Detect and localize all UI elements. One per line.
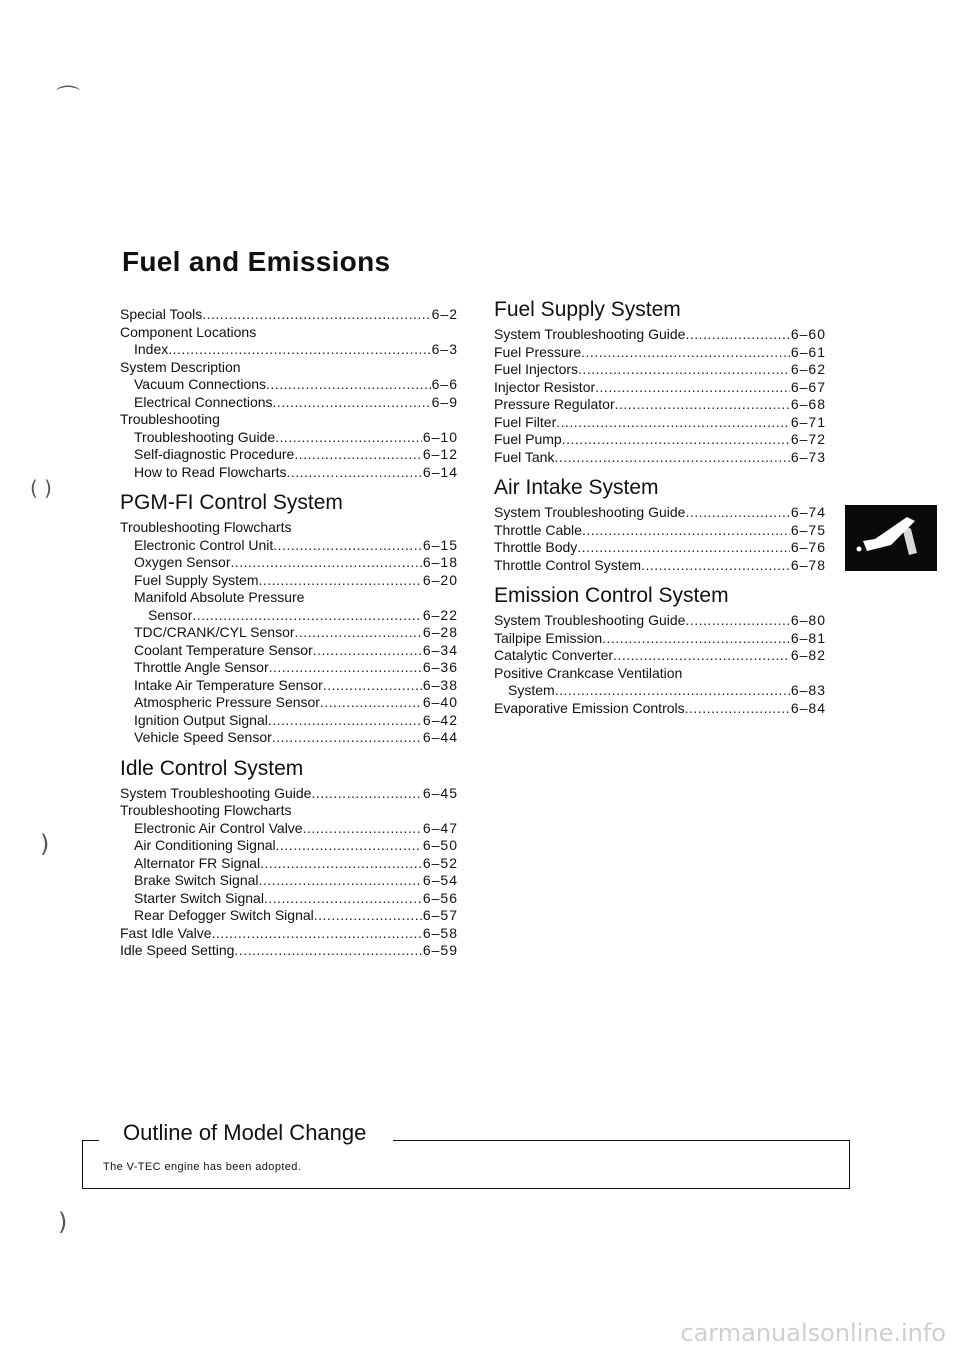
toc-leader-dots <box>273 394 431 412</box>
toc-list <box>494 326 826 466</box>
toc-leader-dots <box>303 820 422 838</box>
toc-entry-label: Throttle Angle Sensor <box>134 659 269 675</box>
toc-leader-dots <box>294 446 422 464</box>
outline-text: The V-TEC engine has been adopted. <box>103 1161 302 1173</box>
toc-entry-label: Throttle Control System <box>494 556 642 573</box>
toc-leader-dots <box>273 537 422 555</box>
section-heading: PGM-FI Control System <box>120 491 343 514</box>
toc-page-number: 6–80 <box>790 612 826 628</box>
toc-entry-label: Vacuum Connections <box>134 376 267 392</box>
toc-page-number: 6–52 <box>422 854 458 871</box>
toc-leader-dots <box>269 659 422 677</box>
toc-entry-label: Injector Resistor <box>494 378 596 395</box>
toc-entry-label: Alternator FR Signal <box>134 854 261 871</box>
toc-page-number: 6–36 <box>422 659 458 675</box>
toc-entry[interactable] <box>120 306 458 324</box>
toc-entry[interactable] <box>120 659 458 677</box>
toc-entry[interactable] <box>120 820 458 838</box>
section-heading: Fuel Supply System <box>494 298 681 321</box>
toc-page-number: 6–71 <box>790 413 826 430</box>
toc-page-number: 6–76 <box>790 539 826 555</box>
toc-entry-label: Electronic Control Unit <box>134 536 274 553</box>
right-column <box>494 298 826 717</box>
toc-entry-label: System Troubleshooting Guide <box>494 612 686 628</box>
toc-leader-dots <box>264 890 422 908</box>
toc-entry-label: Troubleshooting Flowcharts <box>120 519 292 535</box>
toc-page-number: 6–68 <box>790 396 826 412</box>
section-heading: Emission Control System <box>494 584 729 607</box>
left-sections <box>120 481 458 960</box>
toc-entry-label: Oxygen Sensor <box>134 554 231 570</box>
toc-entry-label: System Troubleshooting Guide <box>494 504 686 520</box>
toc-entry-label: Fuel Injectors <box>494 361 579 377</box>
toc-leader-dots <box>314 907 422 925</box>
toc-leader-dots <box>554 449 789 467</box>
toc-entry[interactable] <box>120 554 458 572</box>
toc-entry[interactable] <box>120 607 458 625</box>
toc-entry-label: Electrical Connections <box>134 393 273 410</box>
toc-list <box>494 504 826 574</box>
toc-entry[interactable] <box>494 361 826 379</box>
scan-mark-bottom: ) <box>58 1208 68 1236</box>
toc-entry-label: Evaporative Emission Controls <box>494 699 685 716</box>
toc-entry-label: Idle Speed Setting <box>120 942 235 958</box>
toc-entry-label: Troubleshooting Guide <box>134 428 276 445</box>
toc-entry[interactable] <box>120 537 458 555</box>
toc-entry-label: Throttle Body <box>494 539 578 555</box>
toc-page-number: 6–6 <box>431 376 458 392</box>
toc-leader-dots <box>685 504 789 522</box>
toc-page-number: 6–15 <box>422 536 458 553</box>
toc-leader-dots <box>685 612 789 630</box>
toc-leader-dots <box>323 677 422 695</box>
toc-entry-label: Vehicle Speed Sensor <box>134 729 272 745</box>
toc-list <box>494 612 826 717</box>
toc-entry[interactable] <box>120 855 458 873</box>
toc-page-number: 6–60 <box>790 326 826 342</box>
toc-entry-label: Component Locations <box>120 323 257 340</box>
toc-page-number: 6–20 <box>422 571 458 588</box>
toc-entry-label: Special Tools <box>120 306 203 322</box>
toc-entry[interactable] <box>494 326 826 344</box>
toc-page-number: 6–58 <box>422 924 458 941</box>
toc-entry[interactable] <box>120 429 458 447</box>
toc-entry[interactable] <box>494 700 826 718</box>
watermark: carmanualsonline.info <box>680 1319 946 1347</box>
toc-page-number: 6–61 <box>790 343 826 360</box>
toc-entry[interactable] <box>120 394 458 412</box>
toc-entry-label: Pressure Regulator <box>494 396 615 412</box>
toc-entry[interactable] <box>120 925 458 943</box>
toc-leader-dots <box>231 554 422 572</box>
section-thumb-tab[interactable] <box>845 505 937 571</box>
toc-leader-dots <box>685 700 790 718</box>
toc-leader-dots <box>320 694 422 712</box>
toc-page-number: 6–81 <box>790 629 826 646</box>
toc-group-label <box>120 324 458 342</box>
toc-entry[interactable] <box>494 449 826 467</box>
toc-page-number: 6–42 <box>422 711 458 728</box>
toc-entry[interactable] <box>494 379 826 397</box>
toc-leader-dots <box>295 624 422 642</box>
toc-entry-label: Electronic Air Control Valve <box>134 819 303 836</box>
toc-leader-dots <box>581 344 790 362</box>
toc-page-number: 6–73 <box>790 448 826 465</box>
toc-entry[interactable] <box>494 682 826 700</box>
toc-leader-dots <box>259 572 422 590</box>
toc-leader-dots <box>202 306 430 324</box>
toc-leader-dots <box>272 729 422 747</box>
toc-leader-dots <box>641 557 790 575</box>
toc-entry-label: Ignition Output Signal <box>134 711 268 728</box>
toc-leader-dots <box>287 464 422 482</box>
toc-entry-label: Air Conditioning Signal <box>134 837 276 853</box>
toc-entry-label: Index <box>134 341 169 357</box>
toc-page-number: 6–34 <box>422 641 458 658</box>
toc-entry[interactable] <box>120 785 458 803</box>
toc-leader-dots <box>260 855 422 873</box>
section-gap <box>494 574 826 584</box>
toc-entry[interactable] <box>120 712 458 730</box>
toc-page-number: 6–82 <box>790 647 826 663</box>
toc-page-number: 6–45 <box>422 784 458 801</box>
toc-entry[interactable] <box>120 446 458 464</box>
toc-entry-label: Fuel Pressure <box>494 343 582 360</box>
right-sections <box>494 298 826 717</box>
toc-page-number: 6–59 <box>422 942 458 958</box>
toc-page-number: 6–50 <box>422 837 458 853</box>
toc-leader-dots <box>275 429 422 447</box>
toc-entry[interactable] <box>494 630 826 648</box>
toc-leader-dots <box>602 630 790 648</box>
toc-entry-label: Fast Idle Valve <box>120 924 212 941</box>
toc-group-label <box>120 411 458 429</box>
toc-leader-dots <box>234 942 421 960</box>
toc-leader-dots <box>266 376 431 394</box>
toc-leader-dots <box>168 341 430 359</box>
toc-list <box>120 519 458 747</box>
toc-entry[interactable] <box>120 624 458 642</box>
toc-entry-label: System Troubleshooting Guide <box>120 784 312 801</box>
toc-entry[interactable] <box>494 396 826 414</box>
toc-leader-dots <box>582 522 790 540</box>
toc-page-number: 6–78 <box>790 556 826 573</box>
toc-entry[interactable] <box>120 694 458 712</box>
section-heading: Air Intake System <box>494 476 659 499</box>
toc-page-number: 6–38 <box>422 676 458 693</box>
page-title: Fuel and Emissions <box>122 246 391 277</box>
toc-entry-label: System <box>508 682 555 698</box>
toc-entry[interactable] <box>494 344 826 362</box>
toc-entry-label: Manifold Absolute Pressure <box>134 589 305 605</box>
toc-entry[interactable] <box>494 431 826 449</box>
toc-entry-label: Positive Crankcase Ventilation <box>494 664 683 681</box>
toc-page-number: 6–75 <box>790 521 826 538</box>
toc-entry[interactable] <box>494 612 826 630</box>
toc-entry-label: Tailpipe Emission <box>494 629 603 646</box>
toc-entry-label: Catalytic Converter <box>494 647 614 663</box>
toc-page-number: 6–56 <box>422 889 458 906</box>
toc-page-number: 6–62 <box>790 361 826 377</box>
toc-entry-label: Troubleshooting <box>120 411 220 427</box>
toc-leader-dots <box>276 837 422 855</box>
toc-leader-dots <box>595 379 790 397</box>
toc-page-number: 6–22 <box>422 606 458 623</box>
toc-entry[interactable] <box>494 557 826 575</box>
toc-page-number: 6–28 <box>422 624 458 640</box>
toc-entry-label: Fuel Pump <box>494 431 562 447</box>
toc-page-number: 6–72 <box>790 431 826 447</box>
toc-leader-dots <box>192 607 421 625</box>
toc-group-label <box>120 519 458 537</box>
toc-leader-dots <box>613 647 790 665</box>
toc-leader-dots <box>555 682 790 700</box>
toc-list <box>120 785 458 960</box>
toc-page-number: 6–47 <box>422 819 458 836</box>
toc-entry[interactable] <box>120 942 458 960</box>
scan-mark-mid: ( ) <box>30 476 52 500</box>
toc-entry-label: Fuel Tank <box>494 448 555 465</box>
toc-leader-dots <box>578 361 790 379</box>
toc-entry-label: How to Read Flowcharts <box>134 463 287 480</box>
outline-title: Outline of Model Change <box>117 1120 372 1146</box>
toc-entry[interactable] <box>494 414 826 432</box>
toc-entry-label: System Description <box>120 358 241 375</box>
toc-page-number: 6–84 <box>790 699 826 716</box>
toc-page-number: 6–9 <box>431 393 458 410</box>
toc-entry[interactable] <box>120 837 458 855</box>
left-column <box>120 302 458 960</box>
toc-entry[interactable] <box>120 464 458 482</box>
toc-list-general <box>120 306 458 481</box>
toc-page-number: 6–67 <box>790 378 826 395</box>
toc-entry[interactable] <box>120 872 458 890</box>
toc-entry-label: Self-diagnostic Procedure <box>134 446 295 462</box>
toc-page-number: 6–74 <box>790 504 826 520</box>
scan-mark-lower: ) <box>40 830 50 858</box>
toc-entry-label: Starter Switch Signal <box>134 889 264 906</box>
toc-entry[interactable] <box>494 539 826 557</box>
toc-entry-label: Sensor <box>148 606 193 623</box>
toc-page-number: 6–14 <box>422 463 458 480</box>
toc-page-number: 6–54 <box>422 872 458 888</box>
toc-entry-label: Brake Switch Signal <box>134 872 259 888</box>
toc-entry-label: Fuel Supply System <box>134 571 259 588</box>
toc-entry-label: Fuel Filter <box>494 413 557 430</box>
toc-entry[interactable] <box>120 642 458 660</box>
toc-entry[interactable] <box>120 341 458 359</box>
toc-leader-dots <box>212 925 422 943</box>
toc-entry-label: Intake Air Temperature Sensor <box>134 676 323 693</box>
toc-entry[interactable] <box>120 729 458 747</box>
toc-entry[interactable] <box>494 504 826 522</box>
toc-leader-dots <box>313 642 422 660</box>
toc-page-number: 6–44 <box>422 729 458 745</box>
toc-page-number: 6–10 <box>422 428 458 445</box>
toc-group-label <box>494 665 826 683</box>
toc-leader-dots <box>259 872 422 890</box>
toc-group-label <box>120 359 458 377</box>
toc-entry-label: Throttle Cable <box>494 521 582 538</box>
toc-leader-dots <box>685 326 789 344</box>
toc-entry[interactable] <box>120 907 458 925</box>
toc-leader-dots <box>268 712 422 730</box>
toc-page-number: 6–12 <box>422 446 458 462</box>
section-gap <box>494 466 826 476</box>
toc-page-number: 6–83 <box>790 682 826 698</box>
toc-page-number: 6–40 <box>422 694 458 710</box>
toc-entry[interactable] <box>120 376 458 394</box>
toc-entry[interactable] <box>120 890 458 908</box>
toc-group-label <box>120 589 458 607</box>
toc-entry[interactable] <box>120 677 458 695</box>
toc-entry-label: Troubleshooting Flowcharts <box>120 802 292 818</box>
toc-page-number: 6–18 <box>422 554 458 570</box>
toc-page-number: 6–2 <box>431 306 458 322</box>
toc-entry-label: Rear Defogger Switch Signal <box>134 907 314 923</box>
toc-entry-label: Atmospheric Pressure Sensor <box>134 694 320 710</box>
section-gap <box>120 747 458 757</box>
toc-leader-dots <box>562 431 790 449</box>
toc-entry-label: TDC/CRANK/CYL Sensor <box>134 624 295 640</box>
fuel-nozzle-icon <box>845 505 937 571</box>
toc-entry-label: System Troubleshooting Guide <box>494 326 686 342</box>
toc-entry[interactable] <box>494 647 826 665</box>
toc-entry[interactable] <box>494 522 826 540</box>
toc-leader-dots <box>311 785 421 803</box>
toc-entry[interactable] <box>120 572 458 590</box>
section-heading: Idle Control System <box>120 756 304 780</box>
toc-group-label <box>120 802 458 820</box>
toc-leader-dots <box>615 396 790 414</box>
toc-page-number: 6–3 <box>431 341 458 357</box>
toc-leader-dots <box>556 414 790 432</box>
toc-page-number: 6–57 <box>422 907 458 923</box>
scan-mark-top: ⌒ <box>56 84 80 112</box>
toc-leader-dots <box>577 539 790 557</box>
toc-entry-label: Coolant Temperature Sensor <box>134 641 313 658</box>
section-gap <box>120 481 458 491</box>
